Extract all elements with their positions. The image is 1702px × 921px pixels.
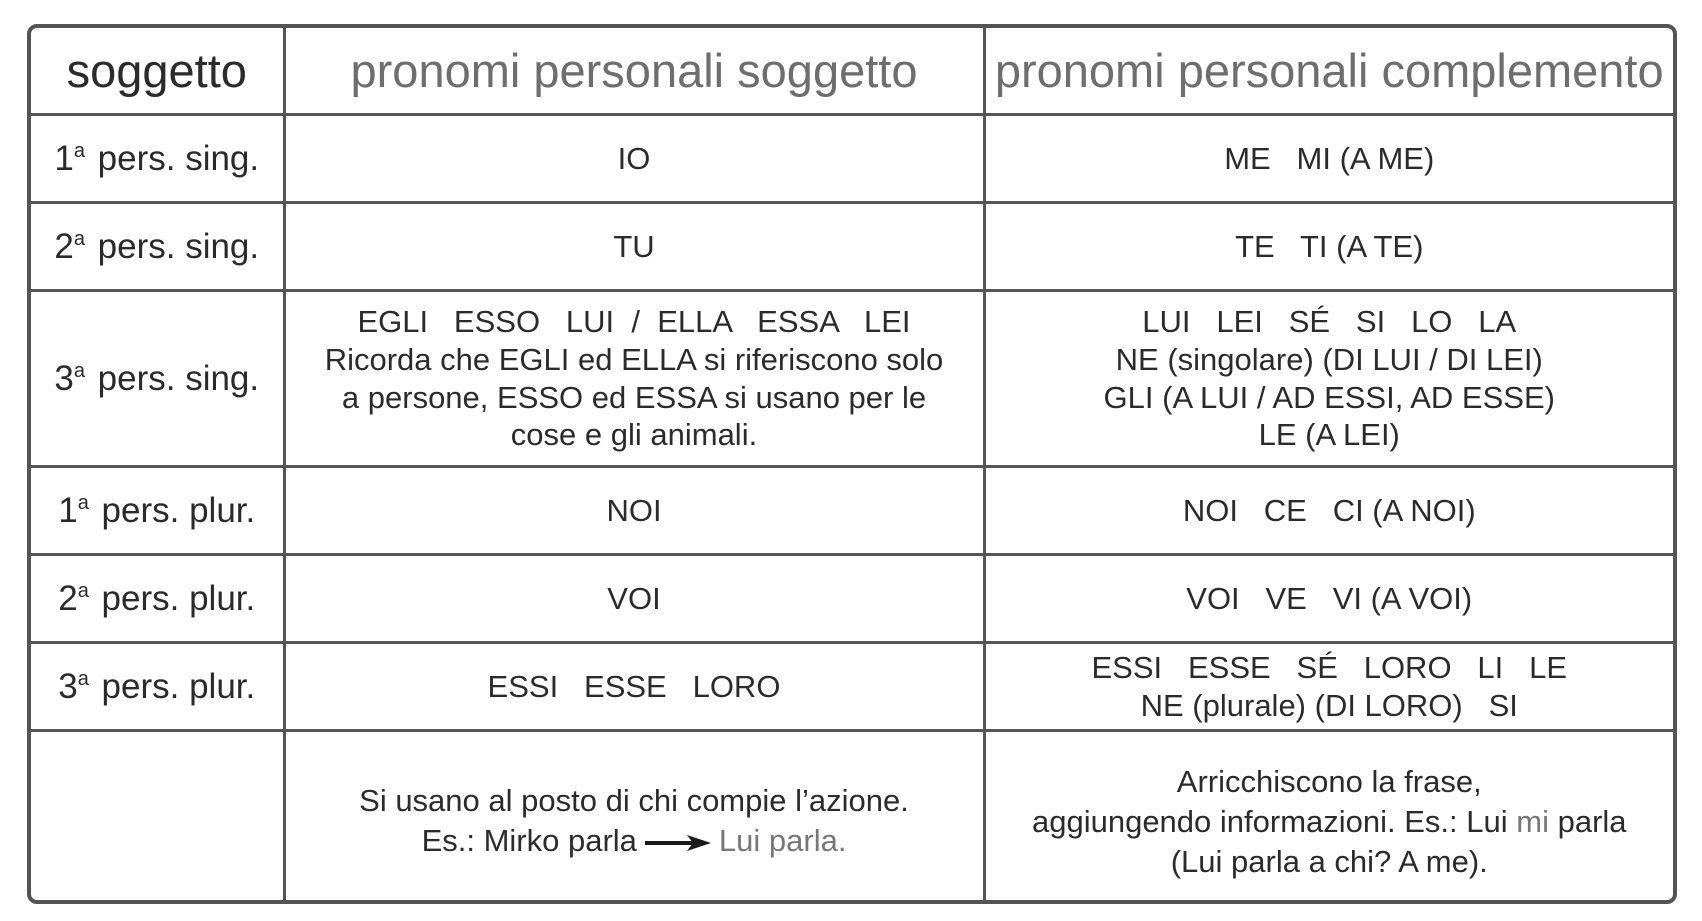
highlighted-pronoun: mi: [1516, 804, 1549, 840]
subject-pronouns-cell: [284, 643, 984, 731]
person-number: 2: [54, 226, 74, 266]
header-pronomi-complemento: pronomi personali complemento: [984, 28, 1673, 115]
table-row: [31, 115, 1673, 203]
complement-pronouns: LUI LEI SÉ SI LO LA: [1142, 303, 1517, 339]
table-row: [31, 643, 1673, 731]
usage-notes-row: [31, 731, 1673, 905]
person-ordinal: a: [73, 139, 85, 162]
table-row: [31, 555, 1673, 643]
subject-pronouns: EGLI ESSO LUI / ELLA ESSA LEI: [357, 303, 911, 339]
person-label: [31, 291, 284, 467]
right-arrow-icon: [643, 823, 713, 863]
pronouns-table: [31, 28, 1673, 904]
person-number: 3: [58, 666, 78, 706]
header-pronomi-soggetto: pronomi personali soggetto: [284, 28, 984, 115]
person-text: pers. plur.: [91, 666, 256, 706]
person-label: [31, 467, 284, 555]
complement-usage-note: [984, 731, 1673, 905]
complement-usage-line: Arricchiscono la frase,: [1176, 763, 1482, 799]
header-soggetto: soggetto: [31, 28, 284, 115]
table-header-row: [31, 28, 1673, 115]
complement-usage-line: [994, 802, 1666, 842]
complement-usage-line: (Lui parla a chi? A me).: [1170, 844, 1488, 880]
person-text: pers. sing.: [87, 226, 260, 266]
person-number: 1: [54, 138, 74, 178]
empty-cell: [31, 731, 284, 905]
complement-pronouns: NE (singolare) (DI LUI / DI LEI): [1115, 341, 1543, 377]
person-number: 1: [58, 490, 78, 530]
person-ordinal: a: [73, 359, 85, 382]
person-text: pers. sing.: [87, 358, 260, 398]
person-text: pers. plur.: [91, 490, 256, 530]
complement-pronouns-cell: [984, 291, 1673, 467]
subject-pronouns: TU: [613, 228, 655, 264]
person-number: 2: [58, 578, 78, 618]
subject-usage-line: Si usano al posto di chi compie l’azione.: [359, 783, 909, 819]
complement-pronouns: GLI (A LUI / AD ESSI, AD ESSE): [1103, 379, 1555, 415]
subject-pronouns: NOI: [606, 492, 662, 528]
person-ordinal: a: [77, 667, 89, 690]
person-text: pers. plur.: [91, 578, 256, 618]
complement-pronouns-cell: [984, 643, 1673, 731]
subject-pronouns: VOI: [607, 580, 661, 616]
person-label: [31, 555, 284, 643]
subject-pronouns-cell: [284, 291, 984, 467]
complement-pronouns: NOI CE CI (A NOI): [1182, 492, 1476, 528]
subject-pronouns-cell: [284, 555, 984, 643]
subject-pronouns-cell: [284, 115, 984, 203]
complement-pronouns: ESSI ESSE SÉ LORO LI LE: [1091, 649, 1568, 685]
subject-pronouns-cell: [284, 467, 984, 555]
person-label: [31, 115, 284, 203]
complement-pronouns: NE (plurale) (DI LORO) SI: [1140, 687, 1518, 723]
example-after: Lui parla.: [718, 823, 847, 859]
subject-usage-note: [284, 731, 984, 905]
complement-usage-text: parla: [1548, 804, 1627, 840]
subject-pronouns-cell: [284, 203, 984, 291]
subject-note-line: cose e gli animali.: [510, 417, 758, 453]
table-row: [31, 291, 1673, 467]
subject-note-line: Ricorda che EGLI ed ELLA si riferiscono solo: [324, 341, 944, 377]
complement-pronouns-cell: [984, 555, 1673, 643]
pronouns-table-frame: [27, 24, 1677, 904]
complement-pronouns-cell: [984, 203, 1673, 291]
person-label: [31, 643, 284, 731]
person-ordinal: a: [73, 227, 85, 250]
table-row: [31, 203, 1673, 291]
complement-pronouns-cell: [984, 115, 1673, 203]
complement-pronouns: ME MI (A ME): [1224, 140, 1435, 176]
person-number: 3: [54, 358, 74, 398]
complement-pronouns-cell: [984, 467, 1673, 555]
subject-pronouns: ESSI ESSE LORO: [487, 668, 781, 704]
person-ordinal: a: [77, 491, 89, 514]
person-text: pers. sing.: [87, 138, 260, 178]
example-before: Es.: Mirko parla: [421, 823, 637, 859]
complement-pronouns: TE TI (A TE): [1235, 228, 1424, 264]
complement-pronouns: LE (A LEI): [1258, 417, 1400, 453]
subject-pronouns: IO: [617, 140, 651, 176]
subject-example-line: [294, 821, 975, 863]
complement-pronouns: VOI VE VI (A VOI): [1186, 580, 1473, 616]
subject-note-line: a persone, ESSO ed ESSA si usano per le: [341, 379, 927, 415]
table-row: [31, 467, 1673, 555]
complement-usage-text: aggiungendo informazioni. Es.: Lui: [1031, 804, 1517, 840]
person-ordinal: a: [77, 579, 89, 602]
person-label: [31, 203, 284, 291]
